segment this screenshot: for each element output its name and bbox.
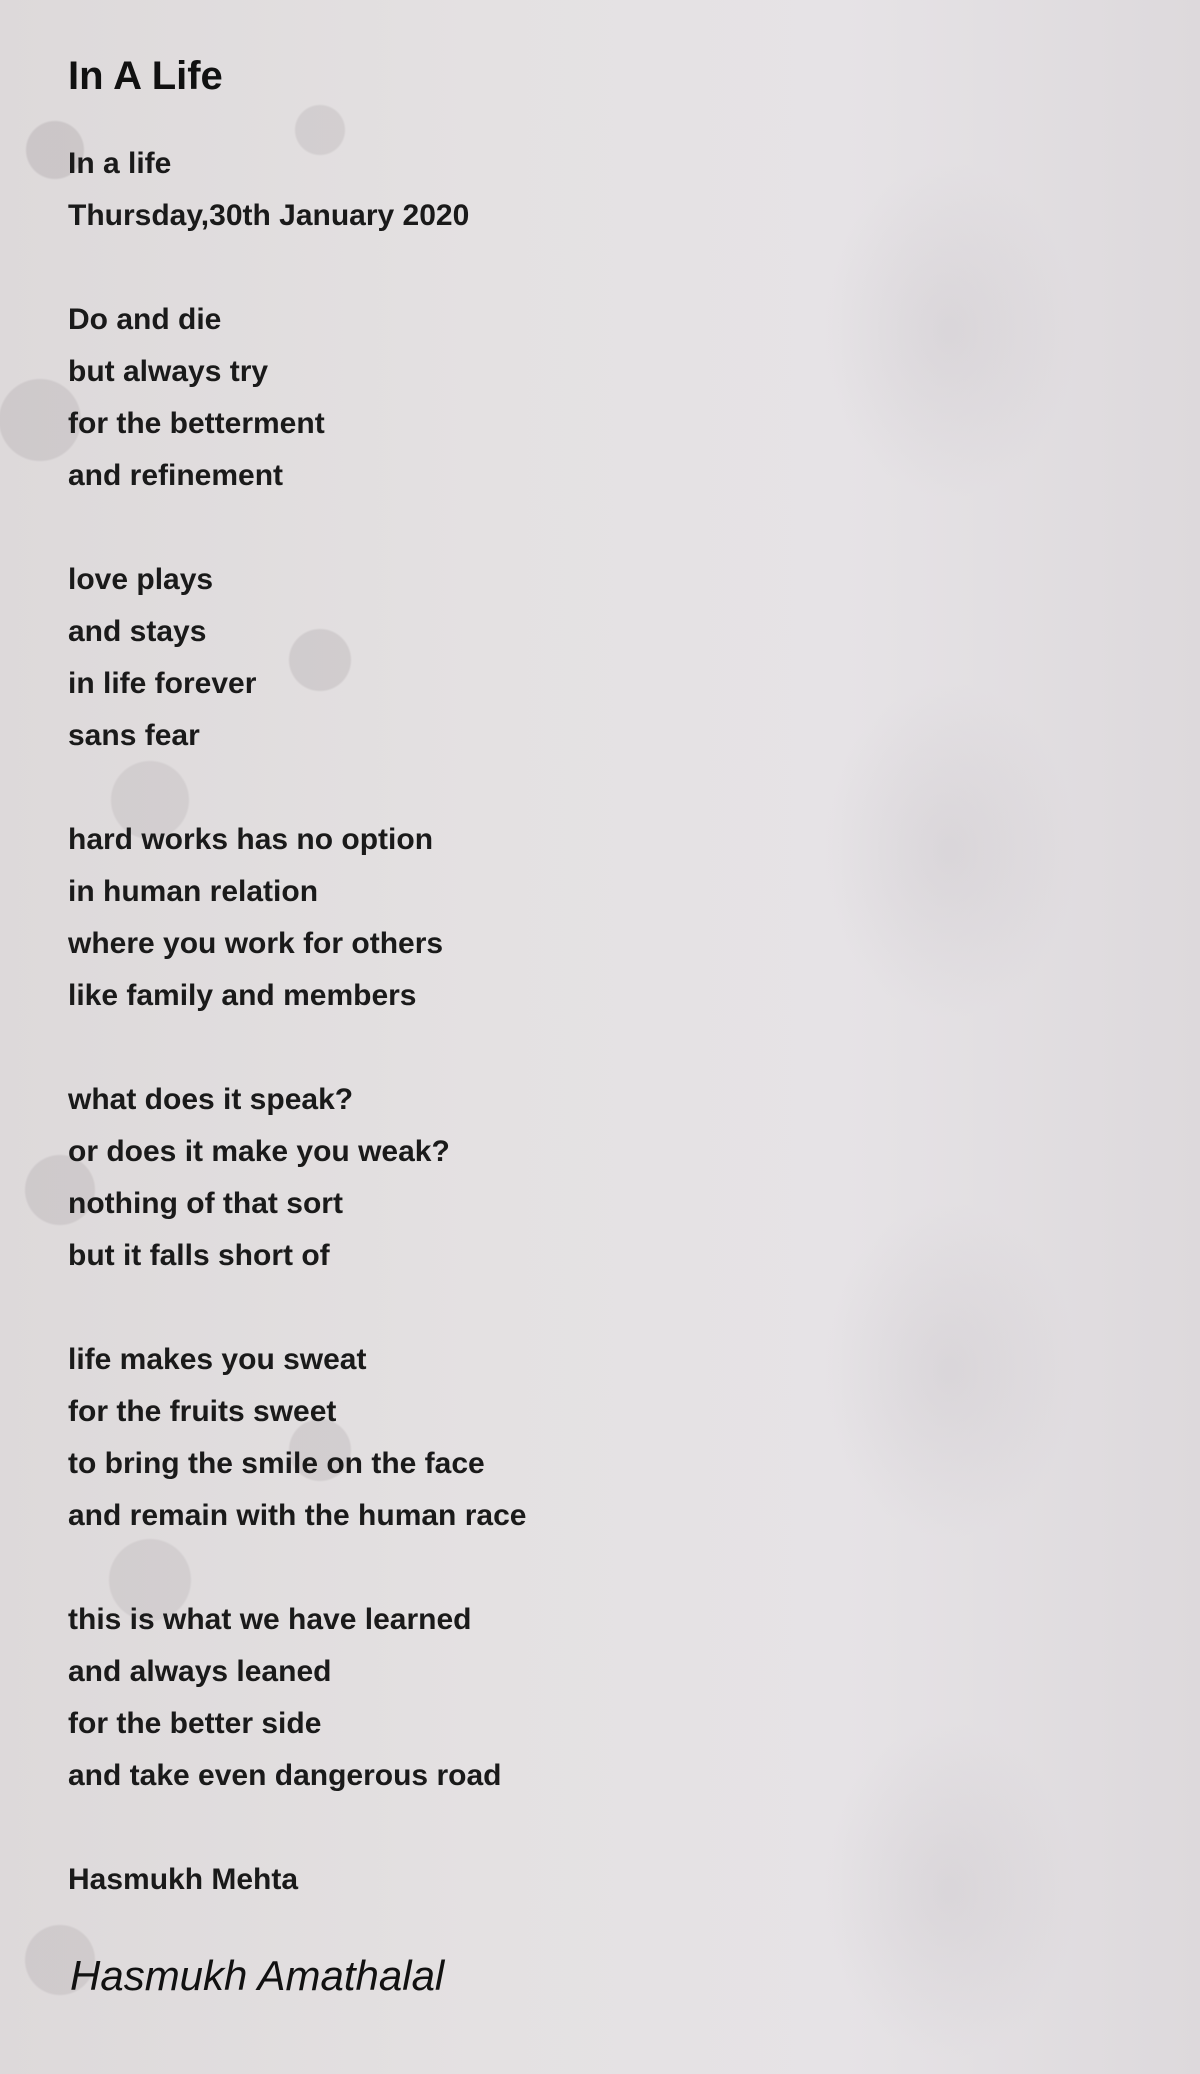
poem-line: for the better side <box>68 1707 322 1740</box>
poem-line: where you work for others <box>68 927 444 960</box>
poem-line: like family and members <box>68 979 417 1012</box>
poem-line: but it falls short of <box>68 1239 330 1272</box>
poem-line: and stays <box>68 615 207 648</box>
poem-title: In A Life <box>68 54 223 98</box>
poem-line: and always leaned <box>68 1655 332 1688</box>
poem-line: love plays <box>68 563 214 596</box>
poem-line: In a life <box>68 147 172 180</box>
poem-container <box>68 46 1148 2006</box>
poem-line: what does it speak? <box>68 1083 354 1116</box>
poem-line: for the fruits sweet <box>68 1395 337 1428</box>
poem-line: sans fear <box>68 719 200 752</box>
stanza <box>68 138 1148 242</box>
poem-line: or does it make you weak? <box>68 1135 450 1168</box>
stanza <box>68 1594 1148 1802</box>
poem-line: life makes you sweat <box>68 1343 367 1376</box>
poem-line: Thursday,30th January 2020 <box>68 199 470 232</box>
poem-line: but always try <box>68 355 269 388</box>
stanza <box>68 1334 1148 1542</box>
stanza <box>68 1074 1148 1282</box>
poem-line: and refinement <box>68 459 284 492</box>
poem-line: hard works has no option <box>68 823 434 856</box>
poem-line: Do and die <box>68 303 222 336</box>
poem-line: for the betterment <box>68 407 325 440</box>
poem-line: to bring the smile on the face <box>68 1447 485 1480</box>
poem-line: and take even dangerous road <box>68 1759 502 1792</box>
poem-line: nothing of that sort <box>68 1187 343 1220</box>
poem-line: in human relation <box>68 875 319 908</box>
poem-line: and remain with the human race <box>68 1499 527 1532</box>
poem-line: in life forever <box>68 667 257 700</box>
author-line: Hasmukh Mehta <box>68 1863 299 1896</box>
stanza <box>68 294 1148 502</box>
stanza <box>68 814 1148 1022</box>
stanza <box>68 554 1148 762</box>
poet-signature: Hasmukh Amathalal <box>70 1952 445 1999</box>
poem-line: this is what we have learned <box>68 1603 472 1636</box>
